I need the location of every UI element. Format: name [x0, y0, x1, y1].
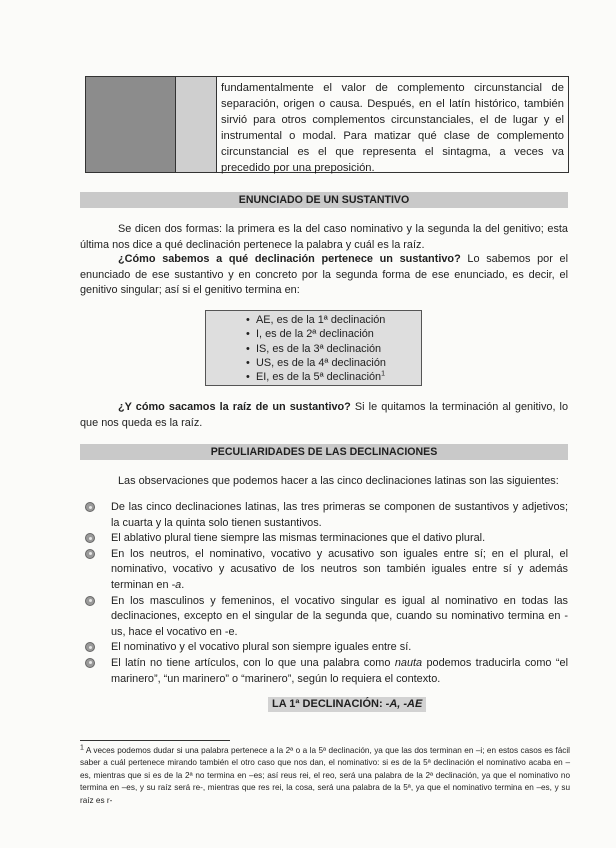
section-heading-primera-declinacion: LA 1ª DECLINACIÓN: -A, -AE — [268, 697, 426, 712]
declension-endings-box — [205, 310, 422, 386]
list-item: El ablativo plural tiene siempre las mismas terminaciones que el dativo plural. — [85, 531, 568, 547]
list-item: El nominativo y el vocativo plural son siempre iguales entre sí. — [85, 640, 568, 656]
paragraph-declinacion-question: ¿Cómo sabemos a qué declinación pertenece un sustantivo? Lo sabemos por el enunciado de ese sustantivo y en concreto por la segunda forma de ese enunciado, es decir, el genitivo singular; así si el genitivo termina en: — [80, 253, 568, 297]
paragraph-intro-peculiaridades: Las observaciones que podemos hacer a las cinco declinaciones latinas son las siguientes: — [118, 475, 559, 487]
table-cell-dark — [86, 77, 176, 172]
table-cell-light — [176, 77, 217, 172]
paragraph-enunciado: Se dicen dos formas: la primera es la del caso nominativo y la segunda la del genitivo; esta última nos dice a qué declinación pertenece la palabra y cuál es la raíz. — [80, 223, 568, 251]
list-item: En los masculinos y femeninos, el vocativo singular es igual al nominativo en todas las declinaciones, excepto en el singular de la segunda que, cuando su nominativo termina en -us, hace el vocativo en -e. — [85, 594, 568, 641]
table-cell-text: fundamentalmente el valor de complemento circunstancial de separación, origen o causa. Después, en el latín histórico, también sirvió para otros complementos circunstanciales, el de lugar y el instrumental o modal. Para matizar qué clase de complemento circunstancial es el que representa el sintagma, a veces va precedido por una preposición. — [221, 82, 564, 174]
bullet-icon — [85, 533, 95, 543]
grammar-table-fragment — [85, 76, 569, 173]
list-item: • IS, es de la 3ª declinación — [246, 342, 382, 355]
list-item: El latín no tiene artículos, con lo que una palabra como nauta podemos traducirla como “el marinero”, “un marinero” o “marinero”, según lo requiera el contexto. — [85, 656, 568, 687]
list-item: • I, es de la 2ª declinación — [246, 328, 374, 341]
list-item: • EI, es de la 5ª declinación$^1$ — [246, 370, 386, 384]
list-item: En los neutros, el nominativo, vocativo y acusativo son iguales entre sí; en el plural, el nominativo, vocativo y acusativo de los neutros son también iguales entre sí y además terminan en -a. — [85, 547, 568, 594]
peculiarities-list — [85, 500, 568, 687]
bullet-icon — [85, 642, 95, 652]
footnote-divider — [80, 740, 230, 741]
question-bold: ¿Y cómo sacamos la raíz de un sustantivo? — [118, 401, 351, 413]
footnote: $^1$ A veces podemos dudar si una palabra pertenece a la 2ª o a la 5ª declinación, ya que las dos terminan en –i; en estos casos es fácil saber a cuál pertenece mirando también el otro caso que nos dan, el nominativo: si es de la 5ª declinación el nominativo acaba en –es, mientras que si es de la 2ª no termina en –es; así reus rei, el reo, será una palabra de la 2ª declinación, ya que el nominativo no termina en –es, y su raíz será re-, mientras que res rei, la cosa, será una palabra de la 5ª, ya que el nominativo termina en –es, y su raíz es r- — [80, 744, 570, 805]
footnote-number: 1 — [80, 744, 84, 752]
list-item: • AE, es de la 1ª declinación — [246, 314, 386, 326]
bullet-icon — [85, 658, 95, 668]
question-bold: ¿Cómo sabemos a qué declinación pertenece un sustantivo? — [118, 253, 461, 265]
bullet-icon — [85, 596, 95, 606]
bullet-icon — [85, 502, 95, 512]
section-heading-enunciado: ENUNCIADO DE UN SUSTANTIVO — [80, 192, 568, 208]
list-item: De las cinco declinaciones latinas, las tres primeras se componen de sustantivos y adjetivos; la cuarta y la quinta solo tienen sustantivos. — [85, 500, 568, 531]
footnote-reference: 1 — [381, 370, 386, 378]
section-heading-peculiaridades: PECULIARIDADES DE LAS DECLINACIONES — [80, 444, 568, 460]
list-item: • US, es de la 4ª declinación — [246, 356, 386, 369]
bullet-icon — [85, 549, 95, 559]
paragraph-raiz-question: ¿Y cómo sacamos la raíz de un sustantivo? Si le quitamos la terminación al genitivo, lo que nos queda es la raíz. — [80, 401, 569, 429]
